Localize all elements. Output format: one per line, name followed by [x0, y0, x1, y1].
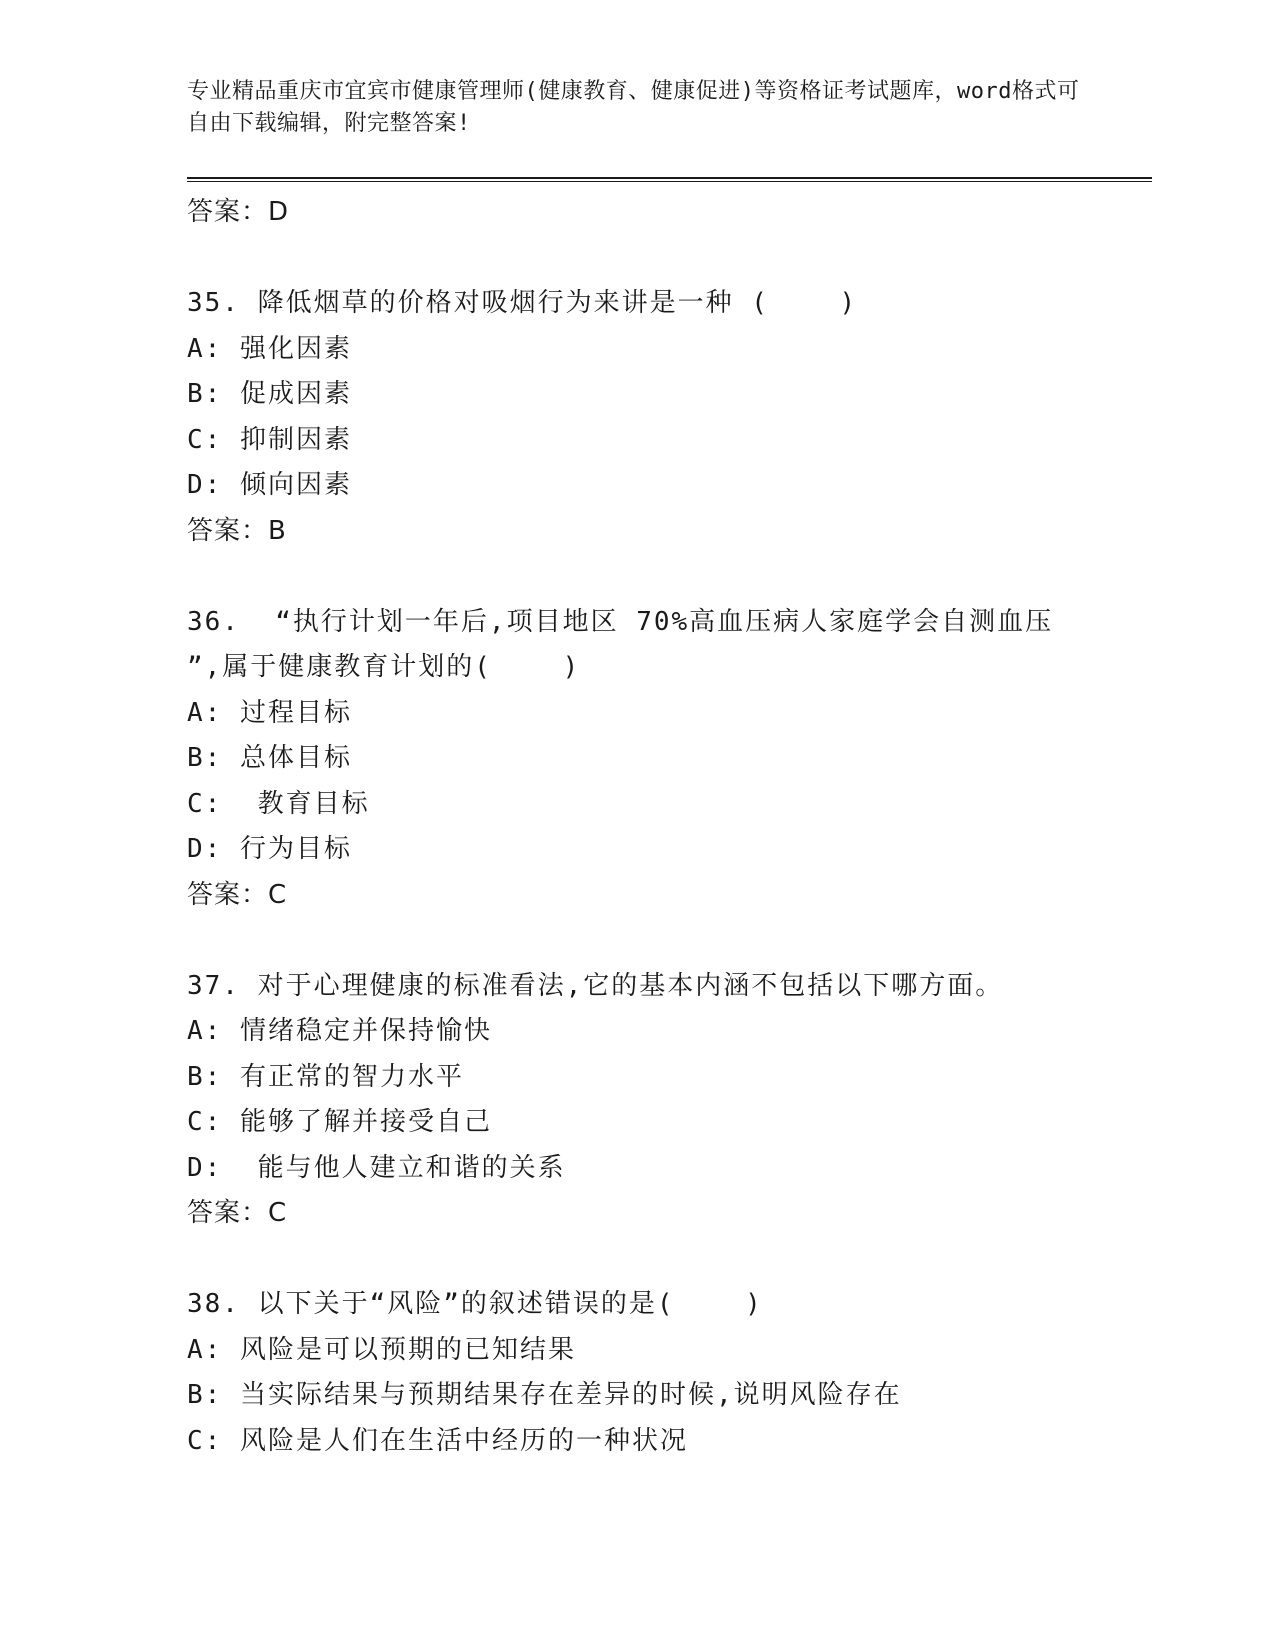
question-38	[187, 1282, 1147, 1464]
option-d: D: 倾向因素	[187, 470, 352, 500]
question-stem: 37. 对于心理健康的标准看法,它的基本内涵不包括以下哪方面。	[187, 970, 1004, 1001]
option-b: B: 有正常的智力水平	[187, 1061, 464, 1092]
option-c: C: 教育目标	[187, 788, 370, 819]
option-a: A: 过程目标	[187, 697, 352, 728]
page-header-text: 专业精品重庆市宜宾市健康管理师(健康教育、健康促进)等资格证考试题库，word格式可自由下载编辑，附完整答案!	[187, 79, 1080, 136]
option-c: C: 风险是人们在生活中经历的一种状况	[187, 1425, 688, 1456]
option-d: D: 能与他人建立和谐的关系	[187, 1152, 566, 1183]
option-b: B: 当实际结果与预期结果存在差异的时候,说明风险存在	[187, 1380, 902, 1410]
option-c: C: 能够了解并接受自己	[187, 1107, 492, 1137]
question-stem: 36. “执行计划一年后,项目地区 70%高血压病人家庭学会自测血压	[187, 606, 1054, 637]
option-b: B: 总体目标	[187, 743, 352, 773]
option-c: C: 抑制因素	[187, 424, 352, 455]
option-a: A: 情绪稳定并保持愉快	[187, 1016, 492, 1046]
answer-line: 答案：B	[187, 515, 287, 546]
header-divider	[187, 177, 1152, 182]
question-36	[187, 600, 1147, 919]
answer-line: 答案：C	[187, 879, 288, 910]
question-37	[187, 964, 1147, 1237]
option-d: D: 行为目标	[187, 834, 352, 864]
option-a: A: 风险是可以预期的已知结果	[187, 1334, 576, 1365]
question-35	[187, 281, 1147, 554]
question-stem: 38. 以下关于“风险”的叙述错误的是( )	[187, 1289, 763, 1319]
question-stem-continued: ”,属于健康教育计划的( )	[187, 652, 581, 682]
option-a: A: 强化因素	[187, 333, 352, 364]
option-b: B: 促成因素	[187, 379, 352, 409]
question-list	[187, 190, 1147, 1464]
answer-line: 答案：D	[187, 197, 290, 227]
question-stem: 35. 降低烟草的价格对吸烟行为来讲是一种 ( )	[187, 288, 858, 318]
answer-line: 答案：C	[187, 1198, 288, 1228]
